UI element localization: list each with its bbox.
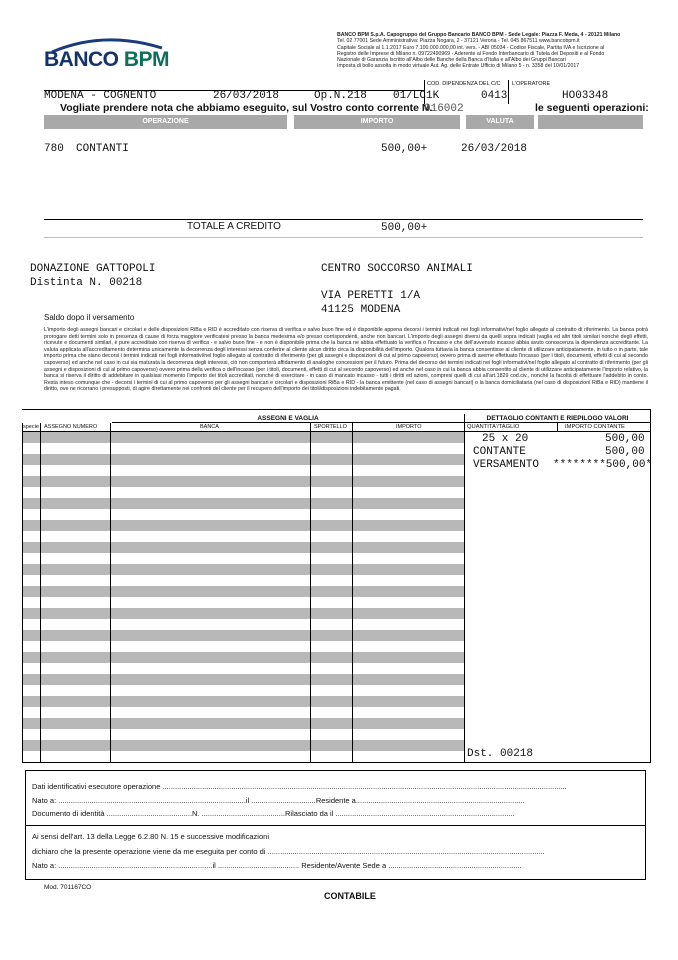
- beneficiary-name: CENTRO SOCCORSO ANIMALI: [321, 263, 473, 275]
- dettaglio-row-label: VERSAMENTO: [473, 459, 540, 471]
- separator: [508, 80, 509, 104]
- header-line: Imposta di bollo assolta in modo virtuale Aut. Ag. delle Entrate Ufficio di Milano 5 - n. 3358 del 10/01/2017: [337, 63, 580, 70]
- logo-text-banco: BANCO: [44, 48, 119, 71]
- operation-amount: 500,00+: [381, 143, 428, 155]
- bank-header-info: [337, 32, 643, 70]
- grid-line: [40, 423, 41, 762]
- account-number: 016002: [424, 103, 464, 115]
- identification-form: [25, 770, 646, 880]
- dettaglio-row-label: 25 x 20: [482, 433, 529, 445]
- assegni-grid-row: [22, 575, 464, 586]
- notice-text: Vogliate prendere nota che abbiamo eseguito, sul Vostro conto corrente N.: [60, 102, 433, 114]
- assegni-grid-row: [22, 619, 464, 630]
- beneficiary-city: 41125 MODENA: [321, 304, 401, 316]
- assegni-grid-row: [22, 696, 464, 707]
- legal-disclaimer: L'importo degli assegni bancari e circolari e delle disposizioni RiBa e RID è accreditato con riserva di verifica e salvo buon fine ed è disponibile appena decorsi i termini indicati nei fogli informativi/nel foglio allegato al contratto di riferimento. La banca potrà prorogare detti termini solo in presenza di cause di forza maggiore verificatesi presso la banca medesima e/o presso corrispondenti, anche non bancari. L'importo degli assegni diversi da quelli sopra indicati (vaglia ed altri titoli similari nonché degli effetti, ricevute e documenti similari, è pure accreditato con riserva di verifica - e salvo buon fine - e non è disponibile prima che la banca ne abbia effettuato la verifica o l'incasso e che dell'avvenuto incasso abbia avuto conoscenza la dipendenza accreditante. La valuta applicata all'accreditamento determina unicamente la decorrenza degli interessi senza conferire al cliente alcun diritto circa la disponibilità dell'importo. Qualora tuttavia la banca consentisse al cliente di utilizzare anticipatamente, in tutto o in parte, tale importo prima che siano decorsi i termini indicati nei fogli informativi/nel foglio allegato al contratto di riferimento (per gli assegni e disposizioni di cui al primo capoverso) ovvero prima di averne effettuato l'incasso (per i titoli, documenti, effetti di cui al secondo capoverso) ed anche nel caso in cui sia maturata la decorrenza degli interessi, ciò non comporterà affidamento di analoghe concessioni per il futuro. Prima del decorso dei termini indicati nei fogli informativi/nel foglio allegato al contratto di riferimento (per gli assegni e disposizioni di cui al primo capoverso) ovvero prima della verifica o dell'incasso (per i titoli, documenti, effetti di cui al secondo capoverso) ed anche nel caso in cui la banca abbia consentito al cliente di utilizzare anticipatamente l'importo relativo, la banca si riserva il diritto di addebitare in qualsiasi momento l'importo dei titoli accreditati, nonché di esercitare - in caso di mancato incasso - tutti i diritti ed azioni, compresi quelli di cui all'art.1829 cod.civ., nonché la facoltà di effettuare l'addebito in conto. Resta inteso comunque che - decorsi i termini di cui al primo capoverso per gli assegni bancari e circolari e disposizioni RiBa e RID - la banca emittente (nel caso di assegni bancari) o la banca domiciliataria (nel caso di disposizioni RiBa e RID) mantiene il diritto, ove ne ricorrano i presupposti, di agire direttamente nei confronti del cliente per il recupero dell'importo dei titoli/disposizioni indebitamente pagati.: [44, 327, 648, 393]
- assegni-grid-row: [22, 608, 464, 619]
- payer-reference: Distinta N. 00218: [30, 277, 143, 289]
- header-line: Registro delle Imprese di Milano n. 09722490969 - Aderente al Fondo Interbancario di Tutela dei Depositi e al Fondo: [337, 50, 605, 57]
- assegni-grid-row: [22, 553, 464, 564]
- header-assegno-numero: ASSEGNO NUMERO: [44, 424, 98, 430]
- contabile-label: CONTABILE: [324, 891, 376, 901]
- notice-text-right: le seguenti operazioni:: [535, 102, 649, 114]
- assegni-grid-row: [22, 641, 464, 652]
- column-header-importo: IMPORTO: [294, 115, 460, 129]
- form-line-declaration: dichiaro che la presente operazione viene da me eseguita per conto di .....................................................................................................................................: [32, 847, 545, 856]
- operatore-label: L'OPERATORE: [512, 81, 551, 87]
- form-line-residence: Nato a: ..........................................................................il ....................................... Residente/Avente Sede a ................................................................: [32, 861, 522, 870]
- assegni-grid-row: [22, 663, 464, 674]
- operation-date: 26/03/2018: [213, 90, 280, 102]
- assegni-grid-row: [22, 454, 464, 465]
- assegni-grid-row: [22, 509, 464, 520]
- header-importo-contante: IMPORTO CONTANTE: [565, 424, 625, 430]
- assegni-grid-row: [22, 476, 464, 487]
- assegni-grid-row: [22, 751, 464, 762]
- column-header-valuta: VALUTA: [466, 115, 534, 129]
- header-line: Nazionale di Garanzia Iscritto all'Albo delle Banche della Banca d'Italia e all'Albo dei Gruppi Bancari: [337, 57, 566, 64]
- assegni-grid-row: [22, 520, 464, 531]
- operation-ref: 01/LC1K: [393, 90, 440, 102]
- header-line: BANCO BPM S.p.A. Capogruppo del Gruppo Bancario BANCO BPM - Sede Legale: Piazza F. Meda, 4 - 20121 Milano: [337, 32, 621, 38]
- form-model-code: Mod. 701167CO: [44, 884, 92, 891]
- total-label: TOTALE A CREDITO: [187, 221, 281, 232]
- assegni-grid-row: [22, 586, 464, 597]
- assegni-grid-row: [22, 718, 464, 729]
- assegni-grid-row: [22, 729, 464, 740]
- grid-line: [464, 414, 465, 762]
- grid-line: [557, 423, 558, 432]
- saldo-label: Saldo dopo il versamento: [44, 313, 135, 322]
- dettaglio-row-label: CONTANTE: [473, 446, 526, 458]
- operation-value-date: 26/03/2018: [461, 143, 528, 155]
- assegni-grid-row: [22, 652, 464, 663]
- dettaglio-row-value: 500,00: [605, 433, 645, 445]
- form-line-executor: Dati identificativi esecutore operazione ..................................................................................................................................................................................................: [32, 782, 567, 791]
- header-sportello: SPORTELLO: [314, 424, 347, 430]
- dettaglio-title: DETTAGLIO CONTANTI E RIEPILOGO VALORI: [465, 414, 650, 423]
- total-amount: 500,00+: [381, 222, 428, 234]
- grid-line: [310, 423, 311, 762]
- assegni-grid-row: [22, 498, 464, 509]
- dipendenza-code: 0413: [481, 90, 508, 102]
- cod-dipendenza-label: COD. DIPENDENZA DEL C/C: [427, 81, 501, 87]
- assegni-section: [22, 414, 464, 423]
- grid-line: [352, 423, 353, 762]
- header-line: Capitale Sociale al 1.1.2017 Euro 7.100.000.000,00 int. vers. - ABI 05034 - Codice Fiscale, Partita IVA e Iscrizione al: [337, 44, 605, 51]
- form-line-document: Documento di identità .........................................N. ........................................Rilasciato da il ......................................................................................: [32, 809, 515, 818]
- assegni-grid-row: [22, 443, 464, 454]
- dettaglio-row-value: ********500,00*: [553, 459, 653, 471]
- grid-line: [22, 423, 23, 762]
- assegni-grid-row: [22, 465, 464, 476]
- dettaglio-row-value: 500,00: [605, 446, 645, 458]
- assegni-header-row: [22, 423, 464, 432]
- total-rule: [44, 219, 643, 220]
- beneficiary-address: VIA PERETTI 1/A: [321, 290, 421, 302]
- distinta-number: Dst. 00218: [467, 748, 534, 760]
- operator-code: HO03348: [562, 90, 609, 102]
- assegni-grid-row: [22, 487, 464, 498]
- assegni-grid: [22, 432, 464, 762]
- header-specie: specie: [23, 424, 39, 430]
- header-line: Tel. 02 77001 Sede Amministrativa: Piazza Nogara, 2 - 37121 Verona - Tel. 045 867511 www.bancobpm.it: [337, 38, 580, 45]
- assegni-grid-row: [22, 564, 464, 575]
- form-line-birth: Nato a: ..........................................................................................il ...............................Residente a.................................................................................: [32, 796, 525, 805]
- operation-description: CONTANTI: [76, 143, 129, 155]
- logo-text-bpm: BPM: [123, 48, 170, 71]
- form-separator: [26, 825, 645, 826]
- grid-line: [110, 423, 111, 762]
- assegni-grid-row: [22, 432, 464, 443]
- grid-bottom-rule: [22, 762, 651, 763]
- assegni-grid-row: [22, 630, 464, 641]
- column-header-blank: [538, 115, 643, 129]
- header-quantita: QUANTITA'/TAGLIO: [467, 424, 520, 430]
- operation-code: 780: [44, 143, 64, 155]
- assegni-grid-row: [22, 685, 464, 696]
- operation-number: Op.N.218: [314, 90, 367, 102]
- assegni-grid-row: [22, 740, 464, 751]
- header-importo: IMPORTO: [396, 424, 422, 430]
- assegni-grid-row: [22, 707, 464, 718]
- assegni-title: ASSEGNI E VAGLIA: [112, 414, 464, 423]
- assegni-grid-row: [22, 542, 464, 553]
- assegni-grid-row: [22, 597, 464, 608]
- branch-name: MODENA - COGNENTO: [44, 90, 157, 102]
- rule: [44, 237, 643, 238]
- header-banca: BANCA: [200, 424, 219, 430]
- form-line-law: Ai sensi dell'art. 13 della Legge 6.2.80 N. 15 e successive modificazioni: [32, 832, 269, 841]
- payer-name: DONAZIONE GATTOPOLI: [30, 263, 156, 275]
- column-header-operazione: OPERAZIONE: [44, 115, 287, 129]
- assegni-grid-row: [22, 531, 464, 542]
- grid-top-rule: [22, 409, 650, 410]
- assegni-grid-row: [22, 674, 464, 685]
